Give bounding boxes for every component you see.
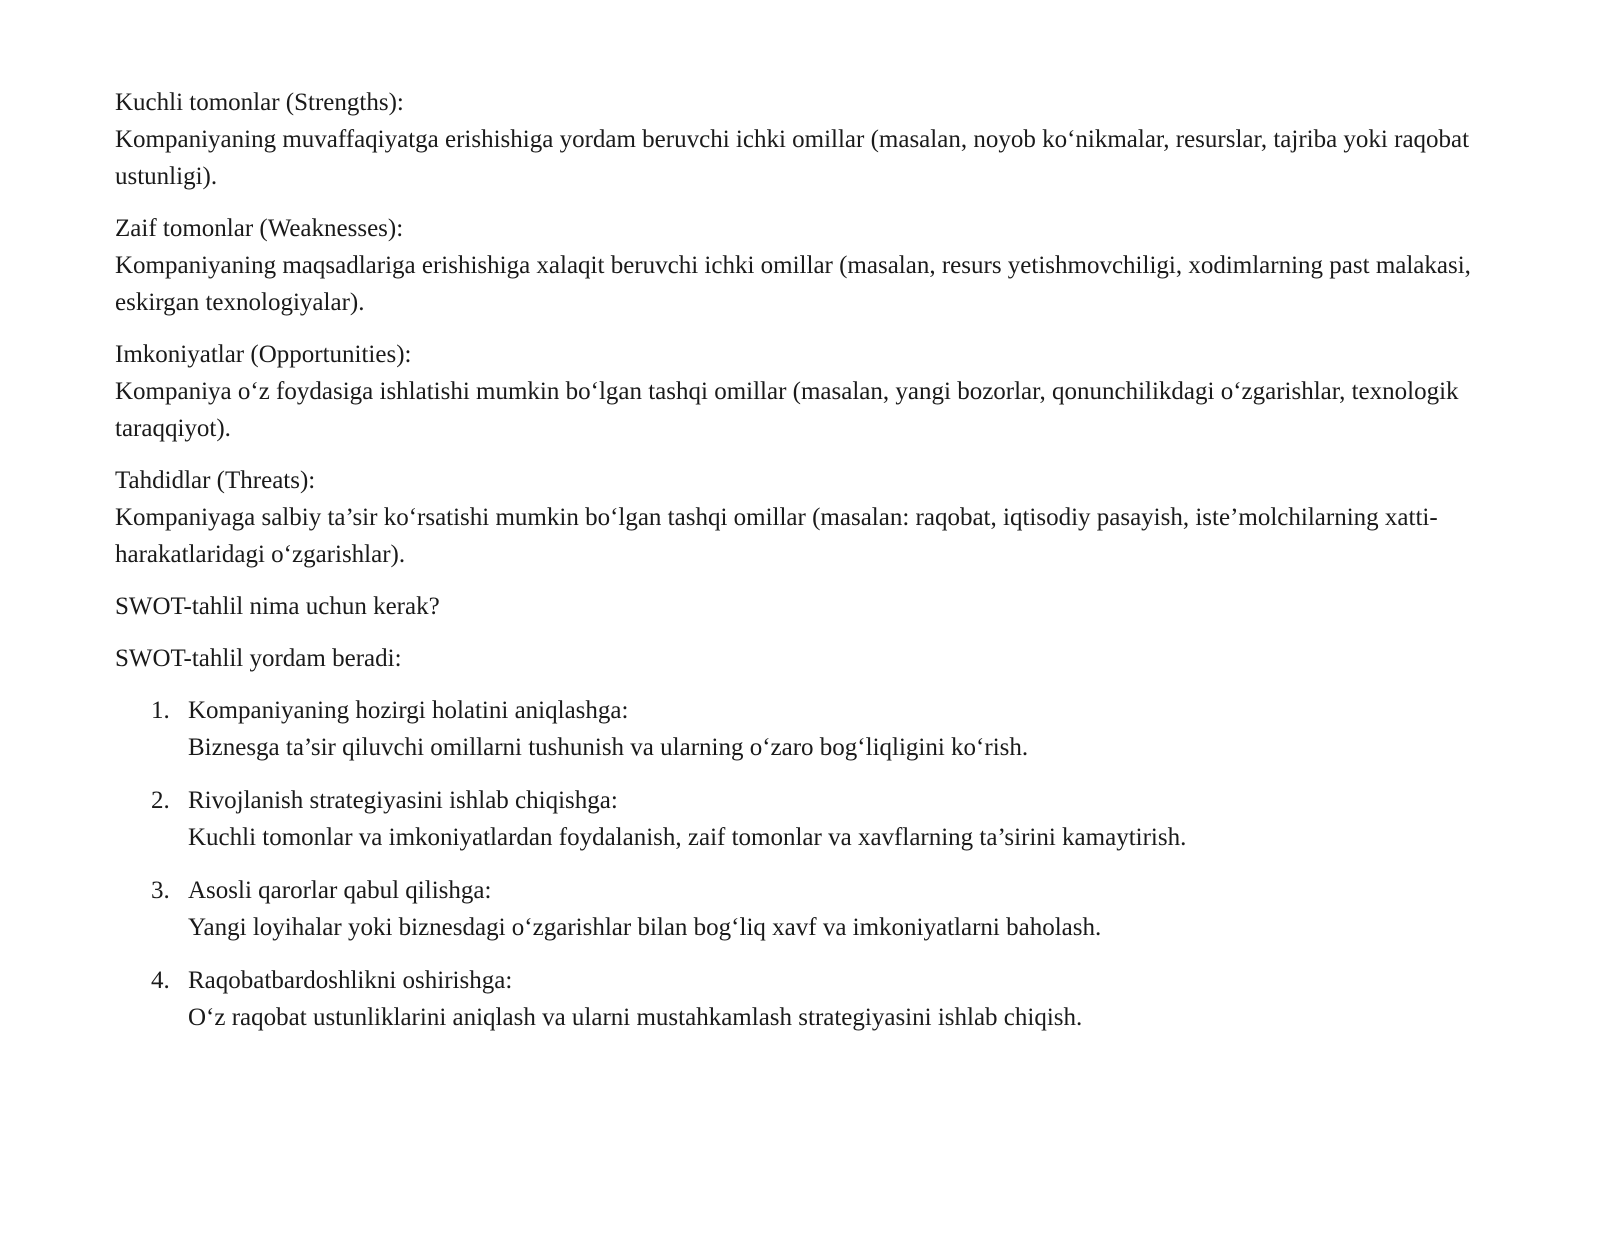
intro-paragraph: SWOT-tahlil yordam beradi: [115, 645, 402, 672]
list-item [115, 872, 1515, 946]
question-paragraph: SWOT-tahlil nima uchun kerak? [115, 593, 440, 620]
list-item-desc: Kuchli tomonlar va imkoniyatlardan foydalanish, zaif tomonlar va xavflarning ta’sirini kamaytirish. [188, 824, 1187, 851]
list-item-desc: O‘z raqobat ustunliklarini aniqlash va ularni mustahkamlash strategiyasini ishlab chiqish. [188, 1004, 1083, 1031]
reasons-list [115, 692, 1515, 1036]
list-item-title: Raqobatbardoshlikni oshirishga: [188, 967, 513, 994]
list-item-desc: Biznesga ta’sir qiluvchi omillarni tushunish va ularning o‘zaro bog‘liqligini ko‘rish. [188, 734, 1029, 761]
list-item-title: Rivojlanish strategiyasini ishlab chiqishga: [188, 787, 618, 814]
section-text: Kompaniyaga salbiy ta’sir ko‘rsatishi mumkin bo‘lgan tashqi omillar (masalan: raqobat, iqtisodiy pasayish, iste’molchilarning xatti-harakatlaridagi o‘zgarishlar). [115, 504, 1438, 568]
document-page [115, 84, 1515, 1052]
section-weaknesses [115, 210, 1515, 321]
section-heading: Imkoniyatlar (Opportunities): [115, 341, 412, 368]
list-number: 1. [151, 697, 170, 724]
section-text: Kompaniyaning maqsadlariga erishishiga xalaqit beruvchi ichki omillar (masalan, resurs yetishmovchiligi, xodimlarning past malakasi, eskirgan texnologiyalar). [115, 252, 1471, 316]
list-number: 4. [151, 967, 170, 994]
list-number: 2. [151, 787, 170, 814]
section-strengths [115, 84, 1515, 195]
section-threats [115, 462, 1515, 573]
section-heading: Kuchli tomonlar (Strengths): [115, 89, 404, 116]
list-item [115, 692, 1515, 766]
section-heading: Tahdidlar (Threats): [115, 467, 316, 494]
section-heading: Zaif tomonlar (Weaknesses): [115, 215, 404, 242]
section-text: Kompaniyaning muvaffaqiyatga erishishiga yordam beruvchi ichki omillar (masalan, noyob ko‘nikmalar, resurslar, tajriba yoki raqobat ustunligi). [115, 126, 1470, 190]
list-number: 3. [151, 877, 170, 904]
section-text: Kompaniya o‘z foydasiga ishlatishi mumkin bo‘lgan tashqi omillar (masalan, yangi bozorlar, qonunchilikdagi o‘zgarishlar, texnologik taraqqiyot). [115, 378, 1459, 442]
list-item-title: Kompaniyaning hozirgi holatini aniqlashga: [188, 697, 629, 724]
list-item-desc: Yangi loyihalar yoki biznesdagi o‘zgarishlar bilan bog‘liq xavf va imkoniyatlarni baholash. [188, 914, 1102, 941]
section-opportunities [115, 336, 1515, 447]
list-item [115, 782, 1515, 856]
list-item-title: Asosli qarorlar qabul qilishga: [188, 877, 492, 904]
list-item [115, 962, 1515, 1036]
